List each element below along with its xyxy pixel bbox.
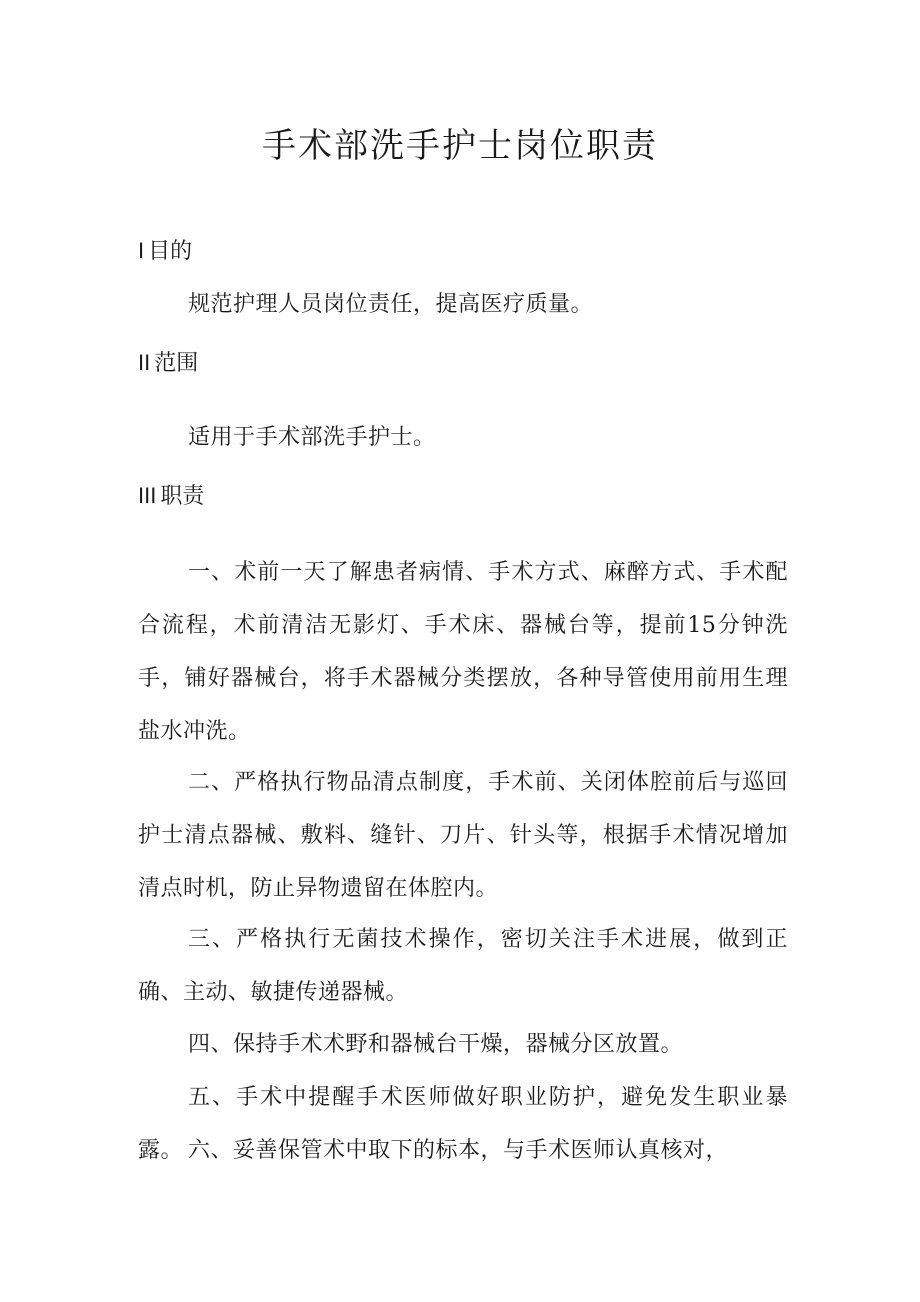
document-title: 手术部洗手护士岗位职责 (262, 126, 658, 166)
section-number: II (138, 350, 151, 375)
duty-item-1: 一、术前一天了解患者病情、手术方式、麻醉方式、手术配合流程，术前清洁无影灯、手术床、器械台等，提前15分钟洗手，铺好器械台，将手术器械分类摆放，各种导管使用前用生理盐水冲洗。 (138, 560, 788, 744)
section-heading-purpose (138, 234, 192, 269)
duty-item-2: 二、严格执行物品清点制度，手术前、关闭体腔前后与巡回护士清点器械、敷料、缝针、刀片、针头等，根据手术情况增加清点时机，防止异物遗留在体腔内。 (138, 770, 788, 901)
section-title: 范围 (154, 351, 199, 376)
duty-item-4: 四、保持手术术野和器械台干燥，器械分区放置。 (188, 1032, 684, 1057)
section-heading-duties (138, 479, 204, 514)
section-title: 目的 (148, 239, 193, 264)
section-number: III (138, 483, 157, 508)
duty-item-3: 三、严格执行无菌技术操作，密切关注手术进展，做到正确、主动、敏捷传递器械。 (138, 927, 788, 1005)
section-title: 职责 (160, 484, 205, 509)
paragraph-purpose: 规范护理人员岗位责任，提高医疗质量。 (188, 292, 594, 317)
duty-item-5: 五、手术中提醒手术医师做好职业防护，避免发生职业暴露。 (138, 1085, 788, 1163)
section-number: I (138, 238, 145, 263)
paragraph-scope: 适用于手术部洗手护士。 (188, 425, 436, 450)
section-heading-scope (138, 346, 198, 381)
duty-item-6: 六、妥善保管术中取下的标本，与手术医师认真核对， (188, 1138, 729, 1163)
